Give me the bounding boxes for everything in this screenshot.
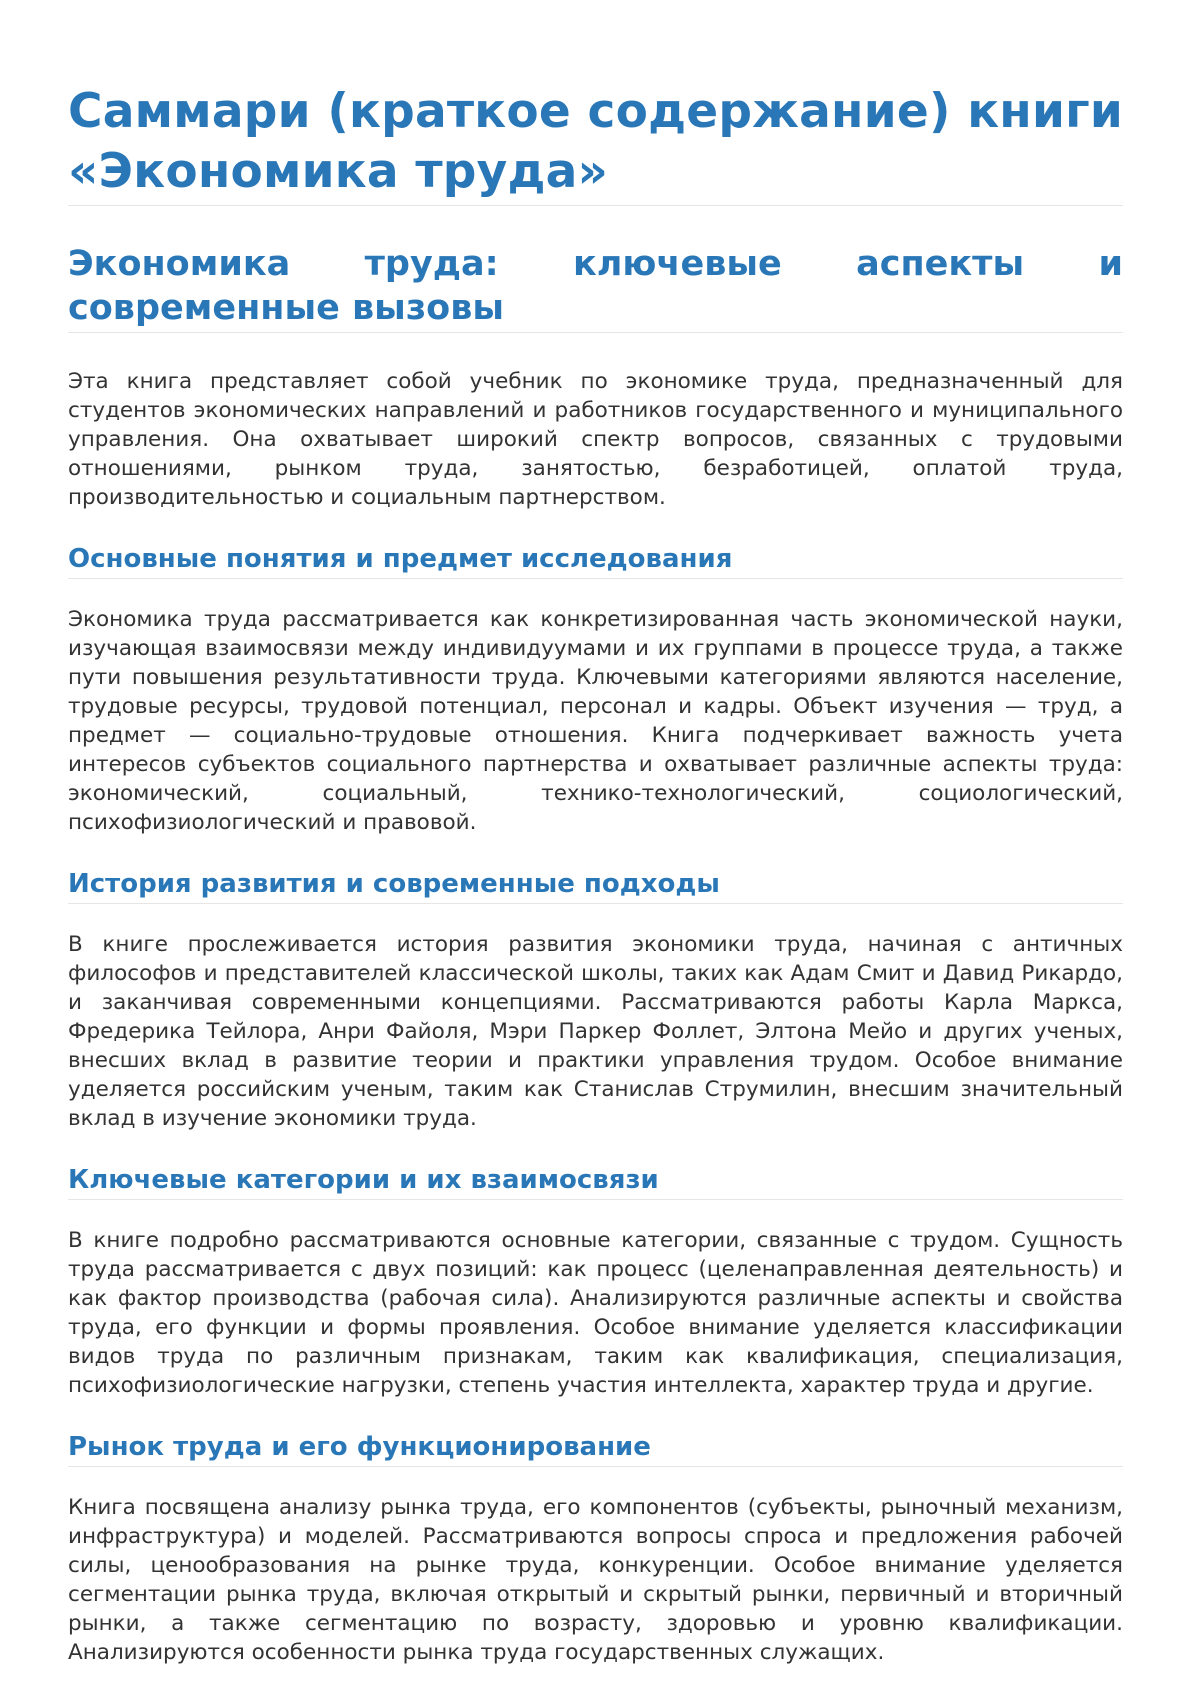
section-paragraph: Экономика труда рассматривается как конкретизированная часть экономической науки, изучающая взаимосвязи между индивидуумами и их группами в процессе труда, а также пути повышения результативности труда. Ключевыми категориями являются население, трудовые ресурсы, трудовой потенциал, персонал и кадры. Объект изучения — труд, а предмет — социально-трудовые отношения. Книга подчеркивает важность учета интересов субъектов социального партнерства и охватывает различные аспекты труда: экономический, социальный, технико-технологический, социологический, психофизиологический и правовой. [68, 607, 1123, 835]
document-title: Саммари (краткое содержание) книги «Экономика труда» [68, 82, 1123, 206]
section-labor-market [68, 1430, 1123, 1667]
section-paragraph: В книге прослеживается история развития экономики труда, начиная с античных философов и представителей классической школы, таких как Адам Смит и Давид Рикардо, и заканчивая современными концепциями. Рассматриваются работы Карла Маркса, Фредерика Тейлора, Анри Файоля, Мэри Паркер Фоллет, Элтона Мейо и других ученых, внесших вклад в развитие теории и практики управления трудом. Особое внимание уделяется российским ученым, таким как Станислав Струмилин, внесшим значительный вклад в изучение экономики труда. [68, 932, 1123, 1131]
section-heading: Ключевые категории и их взаимосвязи [68, 1163, 1123, 1200]
section-paragraph: Книга посвящена анализу рынка труда, его компонентов (субъекты, рыночный механизм, инфраструктура) и моделей. Рассматриваются вопросы спроса и предложения рабочей силы, ценообразования на рынке труда, конкуренции. Особое внимание уделяется сегментации рынка труда, включая открытый и скрытый рынки, первичный и вторичный рынки, а также сегментацию по возрасту, здоровью и уровню квалификации. Анализируются особенности рынка труда государственных служащих. [68, 1495, 1123, 1665]
section-history [68, 867, 1123, 1133]
document-subtitle: Экономика труда: ключевые аспекты и современные вызовы [68, 242, 1123, 333]
section-heading: Рынок труда и его функционирование [68, 1430, 1123, 1467]
intro-paragraph: Эта книга представляет собой учебник по экономике труда, предназначенный для студентов экономических направлений и работников государственного и муниципального управления. Она охватывает широкий спектр вопросов, связанных с трудовыми отношениями, рынком труда, занятостью, безработицей, оплатой труда, производительностью и социальным партнерством. [68, 369, 1123, 510]
section-key-categories [68, 1163, 1123, 1400]
section-paragraph: В книге подробно рассматриваются основные категории, связанные с трудом. Сущность труда рассматривается с двух позиций: как процесс (целенаправленная деятельность) и как фактор производства (рабочая сила). Анализируются различные аспекты и свойства труда, его функции и формы проявления. Особое внимание уделяется классификации видов труда по различным признакам, таким как квалификация, специализация, психофизиологические нагрузки, степень участия интеллекта, характер труда и другие. [68, 1228, 1123, 1398]
section-heading: История развития и современные подходы [68, 867, 1123, 904]
section-basic-concepts [68, 542, 1123, 837]
section-heading: Основные понятия и предмет исследования [68, 542, 1123, 579]
